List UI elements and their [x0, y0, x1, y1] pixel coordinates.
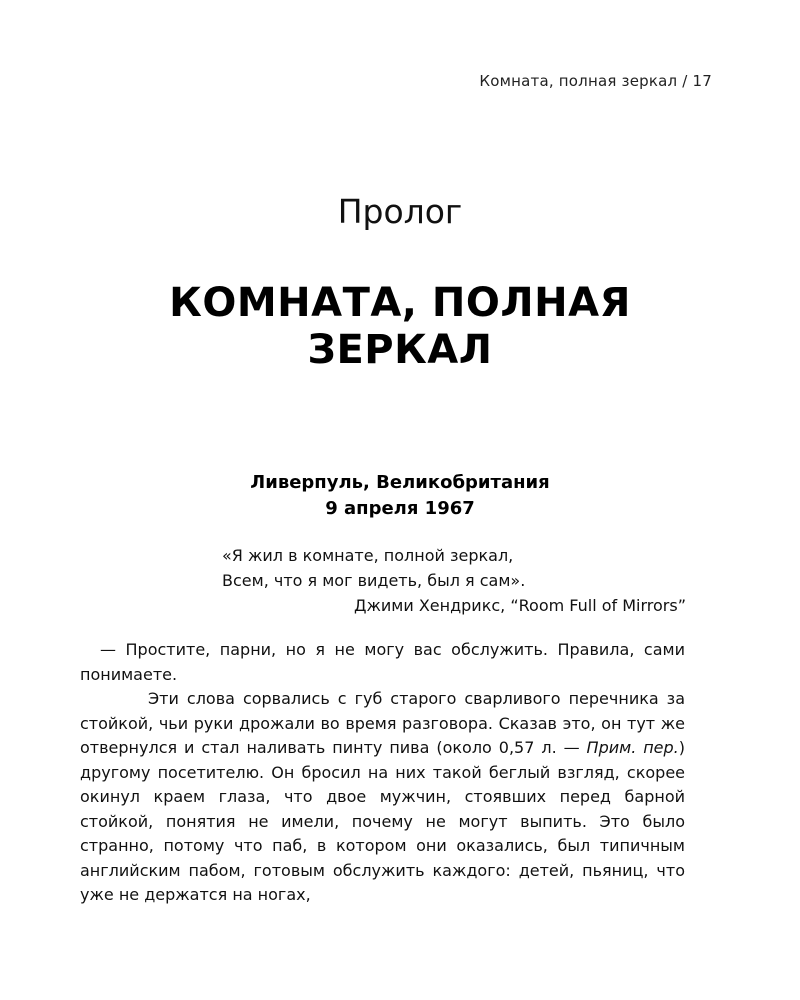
paragraph-text-end: ) другому посетителю. Он бросил на них такой беглый взгляд, скорее окинул краем глаза, что двое мужчин, стоявших перед барной стойкой, понятия не имели, почему не могут выпить. Это было странно, потому что паб, в котором они оказались, был типичным английским пабом, готовым обслужить каждого: детей, пьяниц, что уже не держатся на ногах, [80, 738, 686, 904]
paragraph-narrative [80, 687, 685, 908]
paragraph-text-start: Эти слова сорвались с губ старого сварливого перечника за стойкой, чьи руки дрожали во время разговора. Сказав это, он тут же отвернулся и стал наливать пинту пива (около 0,57 л. — [80, 689, 685, 757]
epigraph-line-2: Всем, что я мог видеть, был я сам». [222, 571, 526, 590]
body-text [80, 638, 685, 908]
date: 9 апреля 1967 [325, 498, 475, 519]
place: Ливерпуль, Великобритания [250, 472, 550, 493]
epigraph-line-1: «Я жил в комнате, полной зеркал, [222, 546, 514, 565]
running-header: Комната, полная зеркал / 17 [479, 72, 712, 90]
chapter-title [0, 280, 800, 374]
place-date-block [0, 470, 800, 522]
prologue-label: Пролог [337, 192, 463, 231]
paragraph-dialogue: — Простите, парни, но я не могу вас обслужить. Правила, сами понимаете. [80, 640, 685, 684]
chapter-title-line-1: КОМНАТА, ПОЛНАЯ [169, 280, 631, 326]
translator-note: Прим. пер. [586, 738, 679, 757]
epigraph-attribution: Джими Хендрикс, “Room Full of Mirrors” [353, 596, 686, 615]
chapter-title-line-2: ЗЕРКАЛ [307, 327, 493, 373]
epigraph [222, 543, 692, 618]
